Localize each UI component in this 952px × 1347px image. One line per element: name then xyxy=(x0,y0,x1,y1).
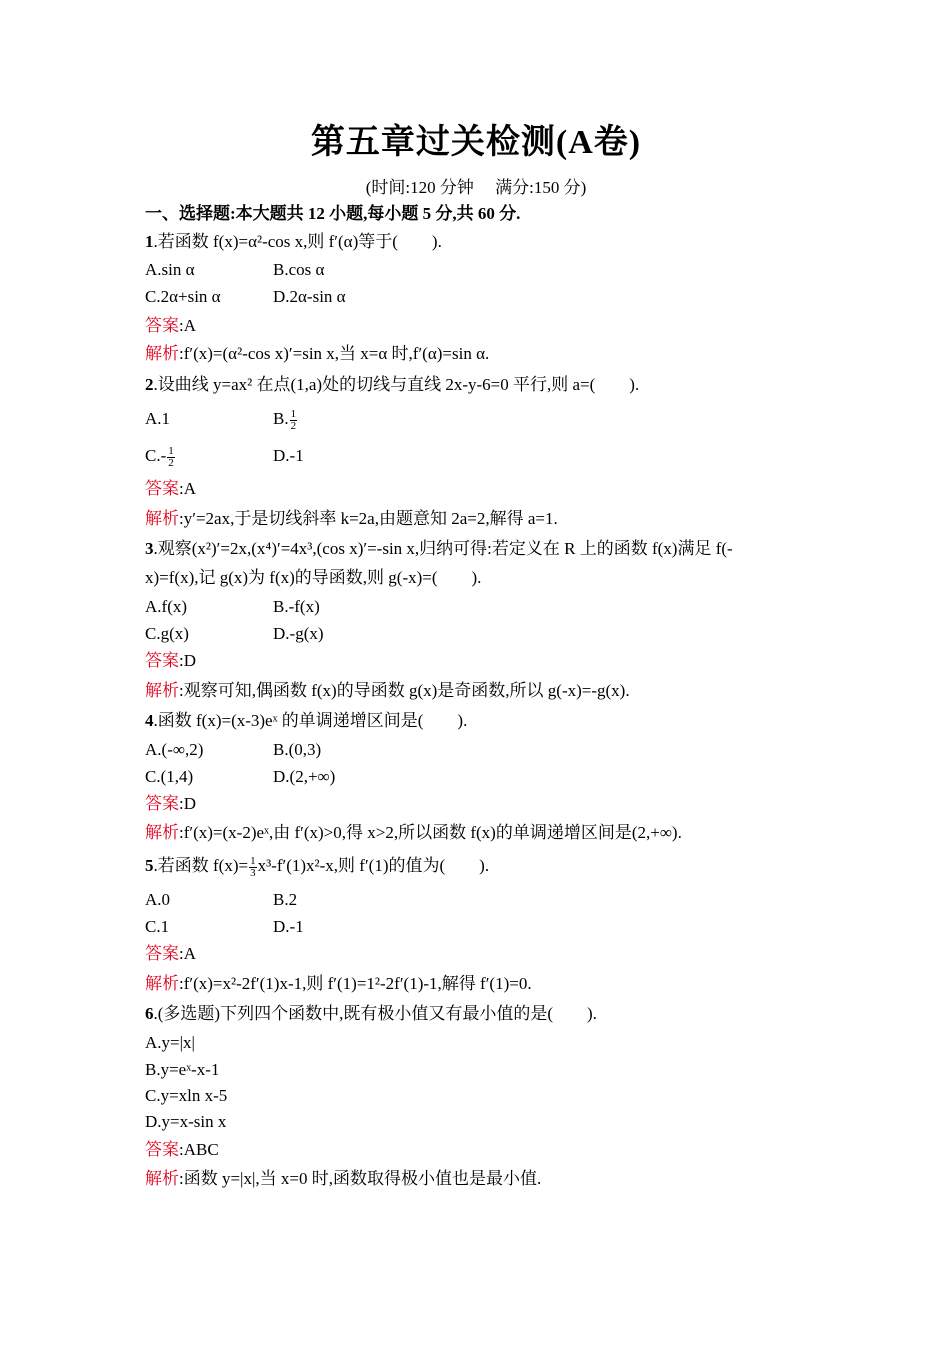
question-2-stem xyxy=(145,374,639,396)
option-c: C.2α+sin α xyxy=(145,287,221,306)
option-b: B. $\frac{1}{2}$ xyxy=(273,407,297,432)
question-1-options-row-1 xyxy=(145,259,325,281)
question-number: 2 xyxy=(145,375,154,394)
question-number: 5 xyxy=(145,856,154,875)
fraction-one-half: $\frac{1}{2}$ xyxy=(290,407,297,432)
option-c: C.- $\frac{1}{2}$ xyxy=(145,444,174,469)
question-6-stem xyxy=(145,1003,597,1025)
option-a: A.f(x) xyxy=(145,597,188,616)
option-b: B.cos α xyxy=(273,260,325,279)
answer-value: :A xyxy=(179,316,196,335)
question-2-answer xyxy=(145,478,196,500)
fraction-one-half: $\frac{1}{2}$ xyxy=(168,444,174,469)
question-2-options-row-2 xyxy=(145,444,304,469)
question-6-answer xyxy=(145,1139,219,1161)
question-number: 1 xyxy=(145,232,154,251)
question-1-stem xyxy=(145,231,442,253)
option-a: A.1 xyxy=(145,409,171,428)
question-3-stem xyxy=(145,538,733,560)
question-text-end: x³-f′(1)x²-x,则 f′(1)的值为( ). xyxy=(257,856,490,875)
question-text: .(多选题)下列四个函数中,既有极小值又有最小值的是( ). xyxy=(153,1004,597,1023)
analysis-text: :函数 y=|x|,当 x=0 时,函数取得极小值也是最小值. xyxy=(179,1169,542,1188)
question-3-answer xyxy=(145,650,196,672)
option-b: B.2 xyxy=(273,890,298,909)
question-text: .若函数 f(x)=α²-cos x,则 f′(α)等于( ). xyxy=(153,232,442,251)
analysis-text: :y′=2ax,于是切线斜率 k=2a,由题意知 2a=2,解得 a=1. xyxy=(179,509,558,528)
question-4-analysis xyxy=(145,822,682,844)
option-c: C.1 xyxy=(145,917,170,936)
question-6-option-c: C.y=xln x-5 xyxy=(145,1086,228,1105)
question-5-answer xyxy=(145,943,196,965)
answer-label: 答案 xyxy=(145,944,179,963)
option-b: B.-f(x) xyxy=(273,597,320,616)
answer-value: :D xyxy=(179,651,196,670)
question-4-options-row-2 xyxy=(145,766,336,788)
analysis-label: 解析 xyxy=(145,344,179,363)
section-heading: 一、选择题:本大题共 12 小题,每小题 5 分,共 60 分. xyxy=(145,204,521,223)
option-c: C.(1,4) xyxy=(145,767,194,786)
analysis-label: 解析 xyxy=(145,1169,179,1188)
question-3-stem-continued: x)=f(x),记 g(x)为 f(x)的导函数,则 g(-x)=( ). xyxy=(145,568,482,587)
question-text-start: .若函数 f(x)= xyxy=(153,856,249,875)
analysis-label: 解析 xyxy=(145,974,179,993)
question-4-stem xyxy=(145,710,467,732)
question-5-stem xyxy=(145,855,489,879)
option-d: D.-g(x) xyxy=(273,624,324,643)
question-1-analysis xyxy=(145,343,489,365)
question-3-options-row-2 xyxy=(145,623,324,645)
question-3-analysis xyxy=(145,680,630,702)
question-number: 6 xyxy=(145,1004,154,1023)
question-3-options-row-1 xyxy=(145,596,320,618)
fraction-one-third: $\frac{1}{3}$ xyxy=(250,854,256,879)
question-5-options-row-1 xyxy=(145,889,298,911)
question-number: 3 xyxy=(145,539,154,558)
analysis-text: :f′(x)=x²-2f′(1)x-1,则 f′(1)=1²-2f′(1)-1,解得 f′(1)=0. xyxy=(179,974,532,993)
option-b: B.(0,3) xyxy=(273,740,322,759)
question-text: .观察(x²)′=2x,(x⁴)′=4x³,(cos x)′=-sin x,归纳可得:若定义在 R 上的函数 f(x)满足 f(- xyxy=(153,539,733,558)
answer-value: :A xyxy=(179,944,196,963)
question-6-option-d: D.y=x-sin x xyxy=(145,1112,227,1131)
question-2-analysis xyxy=(145,508,558,530)
option-a: A.0 xyxy=(145,890,171,909)
page-subtitle: (时间:120 分钟 满分:150 分) xyxy=(365,178,587,197)
question-6-option-b: B.y=eˣ-x-1 xyxy=(145,1060,220,1079)
question-2-options-row-1 xyxy=(145,407,297,432)
analysis-label: 解析 xyxy=(145,823,179,842)
option-d: D.(2,+∞) xyxy=(273,767,336,786)
option-d: D.2α-sin α xyxy=(273,287,346,306)
analysis-text: :观察可知,偶函数 f(x)的导函数 g(x)是奇函数,所以 g(-x)=-g(x). xyxy=(179,681,630,700)
analysis-label: 解析 xyxy=(145,509,179,528)
answer-label: 答案 xyxy=(145,651,179,670)
question-5-options-row-2 xyxy=(145,916,304,938)
option-a: A.(-∞,2) xyxy=(145,740,204,759)
analysis-text: :f′(x)=(α²-cos x)′=sin x,当 x=α 时,f′(α)=sin α. xyxy=(179,344,490,363)
answer-label: 答案 xyxy=(145,1140,179,1159)
option-d: D.-1 xyxy=(273,446,304,465)
option-c: C.g(x) xyxy=(145,624,189,643)
answer-value: :ABC xyxy=(179,1140,219,1159)
question-1-answer xyxy=(145,315,196,337)
analysis-label: 解析 xyxy=(145,681,179,700)
option-d: D.-1 xyxy=(273,917,304,936)
question-number: 4 xyxy=(145,711,154,730)
option-a: A.sin α xyxy=(145,260,195,279)
page-title: 第五章过关检测(A卷) xyxy=(310,124,642,161)
answer-value: :A xyxy=(179,479,196,498)
answer-label: 答案 xyxy=(145,316,179,335)
question-4-answer xyxy=(145,793,196,815)
answer-label: 答案 xyxy=(145,794,179,813)
question-4-options-row-1 xyxy=(145,739,322,761)
answer-value: :D xyxy=(179,794,196,813)
analysis-text: :f′(x)=(x-2)eˣ,由 f′(x)>0,得 x>2,所以函数 f(x)的单调递增区间是(2,+∞). xyxy=(179,823,682,842)
question-1-options-row-2 xyxy=(145,286,346,308)
question-6-option-a: A.y=|x| xyxy=(145,1033,195,1052)
question-6-analysis xyxy=(145,1168,541,1190)
question-5-analysis xyxy=(145,973,532,995)
question-text: .函数 f(x)=(x-3)eˣ 的单调递增区间是( ). xyxy=(153,711,468,730)
answer-label: 答案 xyxy=(145,479,179,498)
question-text: .设曲线 y=ax² 在点(1,a)处的切线与直线 2x-y-6=0 平行,则 a=( ). xyxy=(153,375,640,394)
